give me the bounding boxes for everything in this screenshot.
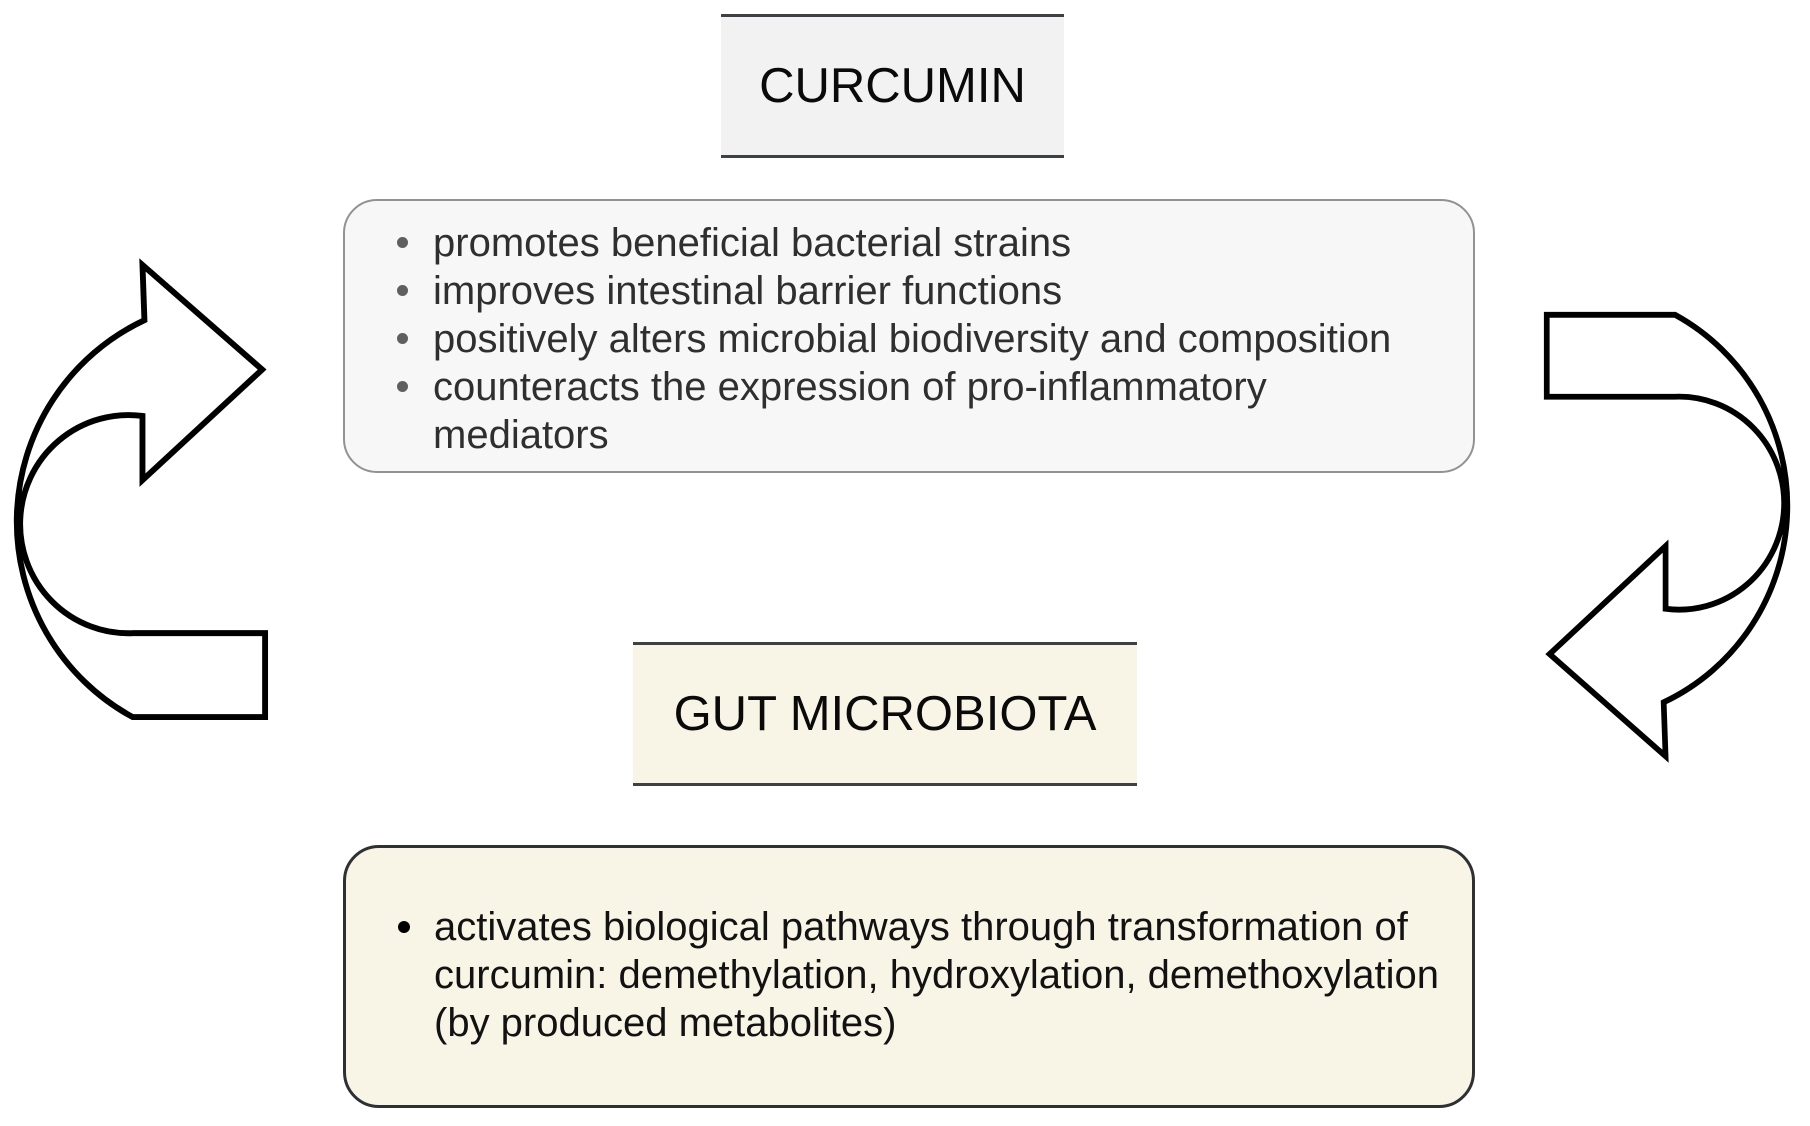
arrow-shape [1547,315,1788,756]
gut-microbiota-title: GUT MICROBIOTA [673,687,1097,741]
bullet-item: activates biological pathways through transformation of curcumin: demethylation, hydroxylation, demethoxylation (by produced metabolites) [398,903,1446,1047]
gut-microbiota-effects-panel [343,845,1475,1108]
gut-microbiota-title-box [633,642,1137,786]
bullet-item: improves intestinal barrier functions [397,267,1445,315]
bullet-item: counteracts the expression of pro-inflammatory mediators [397,363,1445,459]
gut-microbiota-effects-list [398,903,1446,1047]
curcumin-effects-list [397,219,1445,459]
curcumin-title: CURCUMIN [759,59,1026,113]
bullet-item: promotes beneficial bacterial strains [397,219,1445,267]
arrow-shape [17,265,265,717]
gut-to-curcumin-cycle-arrow-icon [12,258,270,722]
bullet-item: positively alters microbial biodiversity and composition [397,315,1445,363]
curcumin-effects-panel [343,199,1475,473]
curcumin-to-gut-cycle-arrow-icon [1542,310,1792,763]
curcumin-title-box [721,14,1064,158]
